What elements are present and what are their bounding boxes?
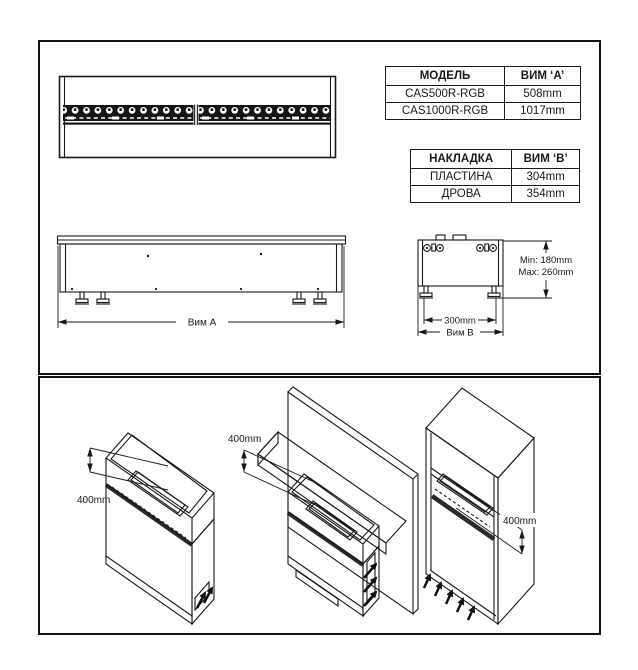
airflow-arrow [364, 578, 376, 592]
dim-label-view-b: Вим B [446, 327, 474, 339]
dim-label-view-a: Вим A [187, 317, 217, 329]
panel-installation-views [38, 376, 601, 635]
airflow-arrow [204, 588, 212, 603]
cell-dim-a-1: 508mm [505, 86, 581, 103]
airflow-arrows [424, 575, 474, 620]
dim-label-clearance-3: 400mm [503, 516, 537, 527]
dim-label-clearance-1: 400mm [77, 495, 111, 506]
feet [419, 286, 501, 298]
model-table [385, 66, 581, 120]
cell-overlay-1: ПЛАСТИНА [411, 169, 512, 186]
model-table-header-model: МОДЕЛЬ [386, 67, 505, 86]
front-view-drawing [56, 232, 348, 340]
overlay-table [410, 149, 580, 203]
feet [75, 292, 327, 304]
dim-label-height-min: Min: 180mm [519, 255, 573, 266]
dim-label-height-max: Max: 260mm [518, 267, 574, 278]
iso-built-in-drawing [410, 384, 600, 629]
iso-wall-shelf-drawing [226, 382, 441, 630]
cell-model-2: CAS1000R-RGB [386, 103, 505, 120]
dim-label-clearance-2: 400mm [228, 434, 262, 445]
top-view-drawing [58, 75, 338, 160]
screw-heads [424, 244, 497, 251]
table-row [411, 169, 580, 186]
table-row [386, 103, 581, 120]
cell-model-1: CAS500R-RGB [386, 86, 505, 103]
burner-strip-right [199, 105, 332, 115]
overlay-table-header-type: НАКЛАДКА [411, 150, 512, 169]
cell-dim-b-1: 304mm [512, 169, 580, 186]
cell-dim-a-2: 1017mm [505, 103, 581, 120]
model-table-header-dim-a: ВИМ ‘А’ [505, 67, 581, 86]
airflow-arrow [364, 564, 376, 578]
cell-dim-b-2: 354mm [512, 186, 580, 203]
cell-overlay-2: ДРОВА [411, 186, 512, 203]
overlay-table-header-dim-b: ВИМ ‘В’ [512, 150, 580, 169]
table-row [386, 86, 581, 103]
table-row [411, 186, 580, 203]
dim-label-depth: 300mm [444, 315, 476, 327]
panel-orthographic-views [38, 40, 601, 375]
side-view-drawing [406, 232, 602, 344]
burner-strip-left [63, 105, 194, 115]
